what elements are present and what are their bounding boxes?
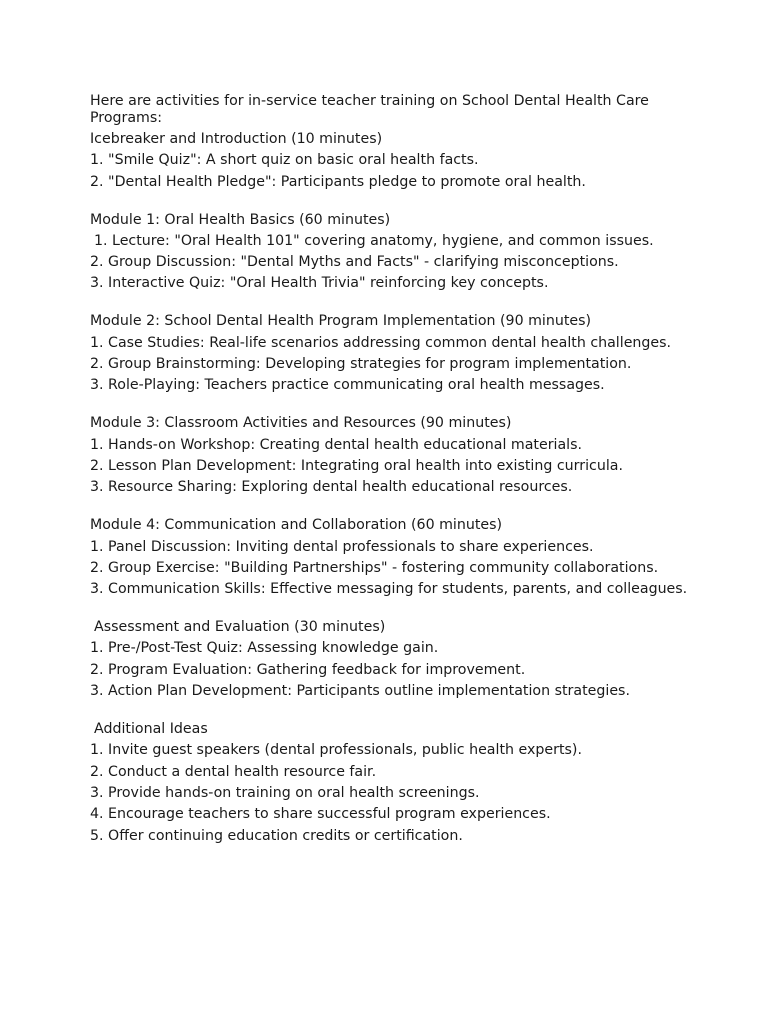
list-item: 2. "Dental Health Pledge": Participants pledge to promote oral health. xyxy=(90,173,586,190)
section-additional-ideas xyxy=(90,721,690,844)
list-item: 2. Group Exercise: "Building Partnerships" - fostering community collaborations. xyxy=(90,559,659,576)
section-heading: Module 3: Classroom Activities and Resources (90 minutes) xyxy=(90,415,512,432)
list-item: 3. Action Plan Development: Participants outline implementation strategies. xyxy=(90,683,630,700)
list-item: 3. Provide hands-on training on oral health screenings. xyxy=(90,784,480,801)
list-item: 2. Program Evaluation: Gathering feedback for improvement. xyxy=(90,661,526,678)
list-item: 3. Interactive Quiz: "Oral Health Trivia" reinforcing key concepts. xyxy=(90,275,549,292)
list-item: 2. Conduct a dental health resource fair. xyxy=(90,763,377,780)
section-heading: Module 2: School Dental Health Program Implementation (90 minutes) xyxy=(90,313,592,330)
list-item: 3. Communication Skills: Effective messaging for students, parents, and colleagues. xyxy=(90,581,688,598)
section-module-3 xyxy=(90,415,690,496)
section-assessment xyxy=(90,619,690,700)
list-item: 1. Pre-/Post-Test Quiz: Assessing knowledge gain. xyxy=(90,640,439,657)
list-item: 1. Hands-on Workshop: Creating dental health educational materials. xyxy=(90,436,583,453)
list-item: 5. Offer continuing education credits or certification. xyxy=(90,827,463,844)
list-item: 2. Group Discussion: "Dental Myths and Facts" - clarifying misconceptions. xyxy=(90,254,619,271)
section-heading: Assessment and Evaluation (30 minutes) xyxy=(94,619,386,636)
document-body xyxy=(90,93,690,849)
list-item: 1. Panel Discussion: Inviting dental professionals to share experiences. xyxy=(90,538,594,555)
list-item: 4. Encourage teachers to share successful program experiences. xyxy=(90,806,551,823)
list-item: 3. Role-Playing: Teachers practice communicating oral health messages. xyxy=(90,377,605,394)
section-heading: Module 1: Oral Health Basics (60 minutes) xyxy=(90,211,391,228)
section-icebreaker xyxy=(90,131,690,191)
list-item: 1. "Smile Quiz": A short quiz on basic oral health facts. xyxy=(90,152,479,169)
section-heading: Module 4: Communication and Collaboration (60 minutes) xyxy=(90,517,503,534)
section-module-4 xyxy=(90,517,690,598)
intro-paragraph: Here are activities for in-service teacher training on School Dental Health Care Programs: xyxy=(90,93,649,126)
section-heading: Additional Ideas xyxy=(94,721,208,738)
section-module-2 xyxy=(90,313,690,394)
list-item: 2. Lesson Plan Development: Integrating oral health into existing curricula. xyxy=(90,457,623,474)
list-item: 1. Case Studies: Real-life scenarios addressing common dental health challenges. xyxy=(90,334,672,351)
section-heading: Icebreaker and Introduction (10 minutes) xyxy=(90,131,383,147)
list-item: 2. Group Brainstorming: Developing strategies for program implementation. xyxy=(90,356,632,373)
section-module-1 xyxy=(90,212,690,293)
list-item: 1. Invite guest speakers (dental professionals, public health experts). xyxy=(90,742,582,759)
list-item: 3. Resource Sharing: Exploring dental health educational resources. xyxy=(90,479,573,496)
list-item: 1. Lecture: "Oral Health 101" covering anatomy, hygiene, and common issues. xyxy=(94,232,654,249)
